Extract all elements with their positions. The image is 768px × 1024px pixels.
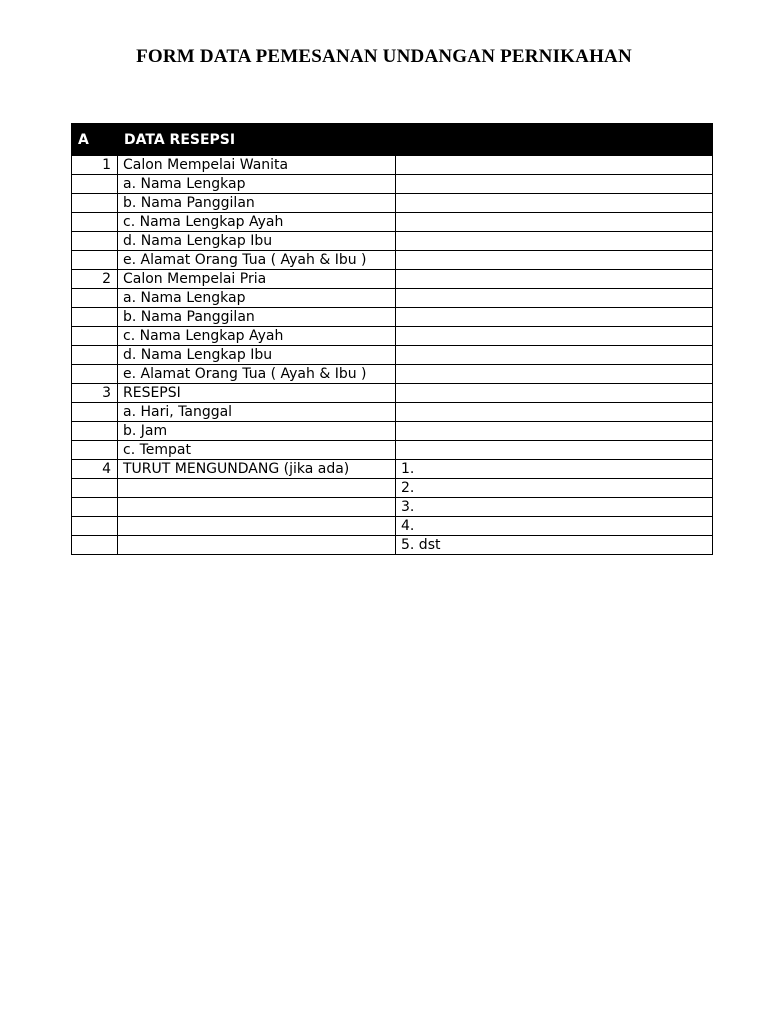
table-row [72,194,713,213]
row-value-field[interactable] [396,365,713,384]
row-value-field[interactable] [396,194,713,213]
row-number [72,498,118,517]
table-row [72,498,713,517]
row-number: 4 [72,460,118,479]
row-label: e. Alamat Orang Tua ( Ayah & Ibu ) [118,365,396,384]
row-label: a. Hari, Tanggal [118,403,396,422]
row-value-field[interactable] [396,175,713,194]
table-row [72,346,713,365]
row-number: 1 [72,156,118,175]
row-label: c. Nama Lengkap Ayah [118,327,396,346]
table-row [72,213,713,232]
row-number [72,251,118,270]
row-value-field[interactable] [396,422,713,441]
page-title: FORM DATA PEMESANAN UNDANGAN PERNIKAHAN [136,46,632,67]
row-label: d. Nama Lengkap Ibu [118,346,396,365]
row-value-field[interactable]: 1. [396,460,713,479]
row-label: c. Tempat [118,441,396,460]
table-row [72,422,713,441]
section-letter: A [72,124,118,156]
row-number [72,479,118,498]
row-number [72,403,118,422]
row-number [72,213,118,232]
row-value-field[interactable] [396,327,713,346]
row-label [118,498,396,517]
table-row [72,479,713,498]
row-value-field[interactable] [396,346,713,365]
row-number [72,346,118,365]
row-label: Calon Mempelai Pria [118,270,396,289]
table-row [72,270,713,289]
row-value-field[interactable] [396,156,713,175]
row-number [72,422,118,441]
row-number [72,365,118,384]
row-value-field[interactable]: 5. dst [396,536,713,555]
row-label: b. Nama Panggilan [118,194,396,213]
row-number [72,536,118,555]
table-row [72,232,713,251]
row-label: d. Nama Lengkap Ibu [118,232,396,251]
row-number [72,441,118,460]
table-row [72,517,713,536]
row-value-field[interactable] [396,403,713,422]
row-label: Calon Mempelai Wanita [118,156,396,175]
row-label: a. Nama Lengkap [118,175,396,194]
table-row [72,175,713,194]
row-value-field[interactable] [396,308,713,327]
row-label [118,536,396,555]
row-label: e. Alamat Orang Tua ( Ayah & Ibu ) [118,251,396,270]
table-row [72,365,713,384]
row-value-field[interactable] [396,213,713,232]
table-row [72,460,713,479]
table-row [72,251,713,270]
row-number [72,517,118,536]
row-number [72,289,118,308]
row-number [72,194,118,213]
row-label: c. Nama Lengkap Ayah [118,213,396,232]
row-value-field[interactable] [396,441,713,460]
row-number [72,175,118,194]
row-number: 3 [72,384,118,403]
row-value-field[interactable]: 2. [396,479,713,498]
row-number [72,308,118,327]
row-value-field[interactable] [396,384,713,403]
table-row [72,308,713,327]
row-label: RESEPSI [118,384,396,403]
section-heading: DATA RESEPSI [118,124,713,156]
row-value-field[interactable] [396,251,713,270]
table-row [72,327,713,346]
row-number: 2 [72,270,118,289]
row-label: TURUT MENGUNDANG (jika ada) [118,460,396,479]
row-value-field[interactable] [396,270,713,289]
row-label [118,517,396,536]
table-row [72,441,713,460]
row-value-field[interactable] [396,232,713,251]
row-value-field[interactable] [396,289,713,308]
row-value-field[interactable]: 3. [396,498,713,517]
row-label: b. Jam [118,422,396,441]
table-body [72,156,713,555]
reception-data-table [71,123,713,555]
row-label [118,479,396,498]
row-number [72,327,118,346]
row-value-field[interactable]: 4. [396,517,713,536]
row-label: b. Nama Panggilan [118,308,396,327]
row-label: a. Nama Lengkap [118,289,396,308]
table-row [72,289,713,308]
section-header-row [72,124,713,156]
table-row [72,403,713,422]
table-row [72,156,713,175]
row-number [72,232,118,251]
table-row [72,384,713,403]
table-row [72,536,713,555]
